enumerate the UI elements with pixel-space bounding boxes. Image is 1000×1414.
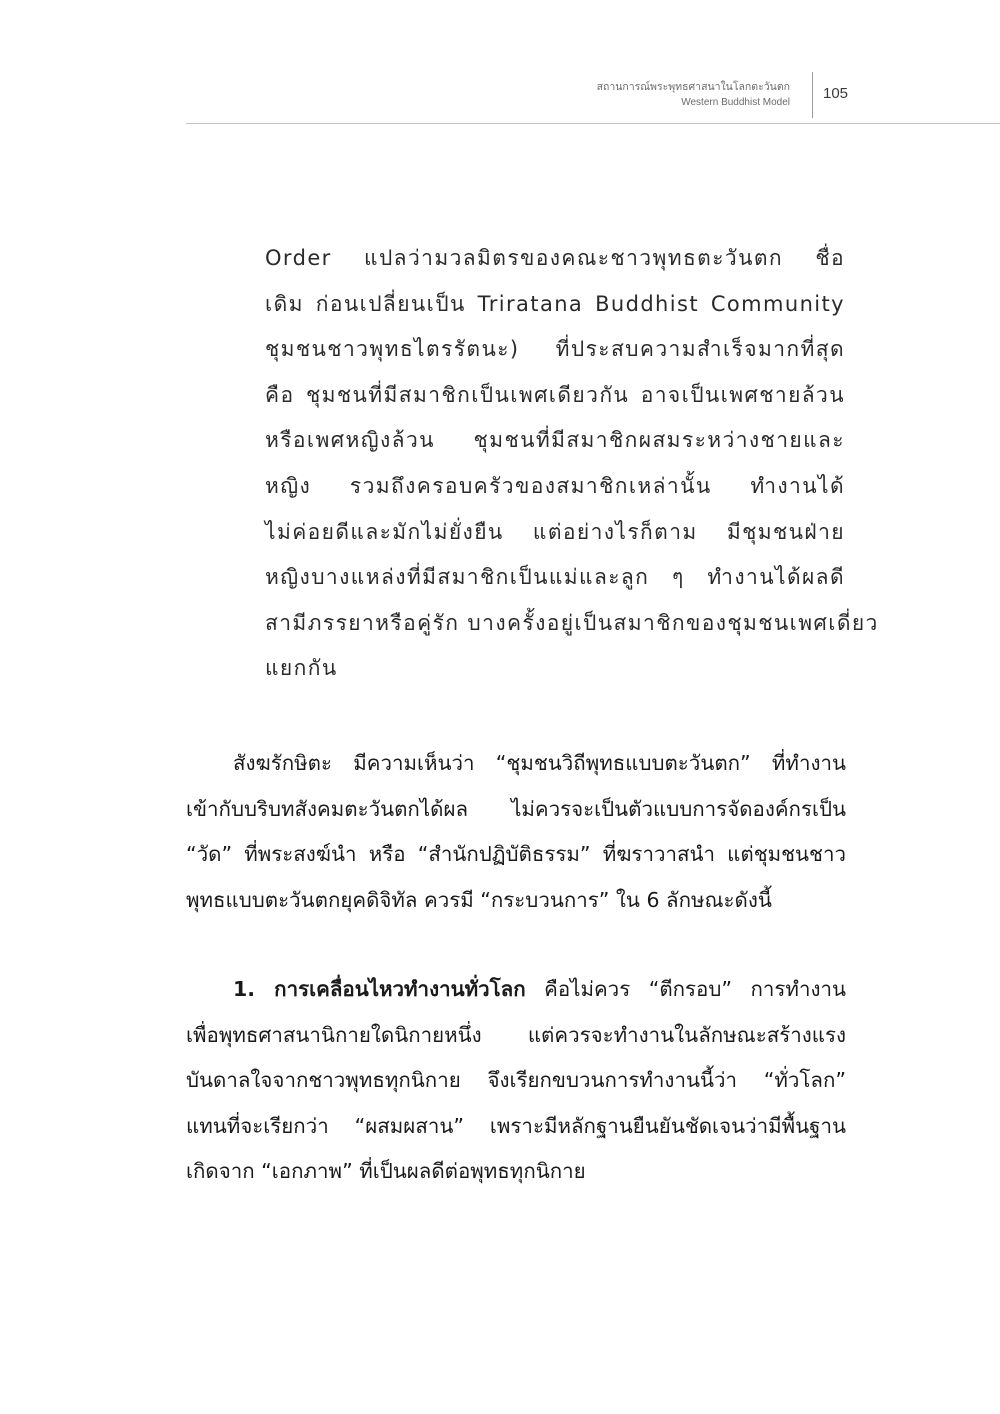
point-1-section xyxy=(186,967,846,1195)
paragraph-line: สังฆรักษิตะ มีความเห็นว่า “ชุมชนวิถีพุทธแบบตะวันตก” ที่ทำงาน xyxy=(233,751,846,775)
page-number: 105 xyxy=(823,85,849,102)
point-1-first-line-text: คือไม่ควร “ตีกรอบ” การทำงาน xyxy=(525,977,846,1001)
paragraph-line: เข้ากับบริบทสังคมตะวันตกได้ผล ไม่ควรจะเป็นตัวแบบการจัดองค์กรเป็น xyxy=(186,796,846,821)
paragraph-line: บันดาลใจจากชาวพุทธทุกนิกาย จึงเรียกขบวนการทำงานนี้ว่า “ทั่วโลก” xyxy=(186,1068,846,1092)
paragraph-line: เกิดจาก “เอกภาพ” ที่เป็นผลดีต่อพุทธทุกนิกาย xyxy=(186,1159,586,1183)
quote-line: คือ ชุมชนที่มีสมาชิกเป็นเพศเดียวกัน อาจเป็นเพศชายล้วน xyxy=(265,382,845,407)
header-title-english: Western Buddhist Model xyxy=(681,97,790,108)
header-title-thai: สถานการณ์พระพุทธศาสนาในโลกตะวันตก xyxy=(596,81,790,93)
quote-line: ไม่ค่อยดีและมักไม่ยั่งยืน แต่อย่างไรก็ตาม มีชุมชนฝ่าย xyxy=(265,519,845,544)
paragraph-line: แทนที่จะเรียกว่า “ผสมผสาน” เพราะมีหลักฐานยืนยันชัดเจนว่ามีพื้นฐาน xyxy=(186,1113,846,1138)
header-divider xyxy=(812,72,813,118)
paragraph-line: “วัด” ที่พระสงฆ์นำ หรือ “สำนักปฏิบัติธรรม” ที่ฆราวาสนำ แต่ชุมชนชาว xyxy=(186,842,846,866)
paragraph-line: เพื่อพุทธศาสนานิกายใดนิกายหนึ่ง แต่ควรจะทำงานในลักษณะสร้างแรง xyxy=(186,1022,846,1047)
quote-line: หญิงบางแหล่งที่มีสมาชิกเป็นแม่และลูก ๆ ทำงานได้ผลดี xyxy=(265,565,845,590)
paragraph-line: พุทธแบบตะวันตกยุคดิจิทัล ควรมี “กระบวนการ” ใน 6 ลักษณะดังนี้ xyxy=(186,887,772,912)
running-header xyxy=(597,80,790,110)
quote-line: แยกกัน xyxy=(265,656,338,681)
header-rule xyxy=(186,123,1000,124)
quote-line: หรือเพศหญิงล้วน ชุมชนที่มีสมาชิกผสมระหว่างชายและ xyxy=(265,428,845,453)
quote-line: ชุมชนชาวพุทธไตรรัตนะ) ที่ประสบความสำเร็จมากที่สุด xyxy=(265,337,845,362)
quote-line: เดิม ก่อนเปลี่ยนเป็น Triratana Buddhist Community xyxy=(265,291,845,316)
quote-line: สามีภรรยาหรือคู่รัก บางครั้งอยู่เป็นสมาชิกของชุมชนเพศเดี่ยว xyxy=(265,610,879,635)
paragraph-sangharakshita-view xyxy=(186,741,846,923)
quote-line: หญิง รวมถึงครอบครัวของสมาชิกเหล่านั้น ทำงานได้ xyxy=(265,473,845,498)
quote-block xyxy=(265,236,879,692)
point-1-heading: 1. การเคลื่อนไหวทำงานทั่วโลก xyxy=(233,977,526,1001)
quote-line: Order แปลว่ามวลมิตรของคณะชาวพุทธตะวันตก ชื่อ xyxy=(265,246,845,270)
point-1-first-line xyxy=(186,967,846,1013)
